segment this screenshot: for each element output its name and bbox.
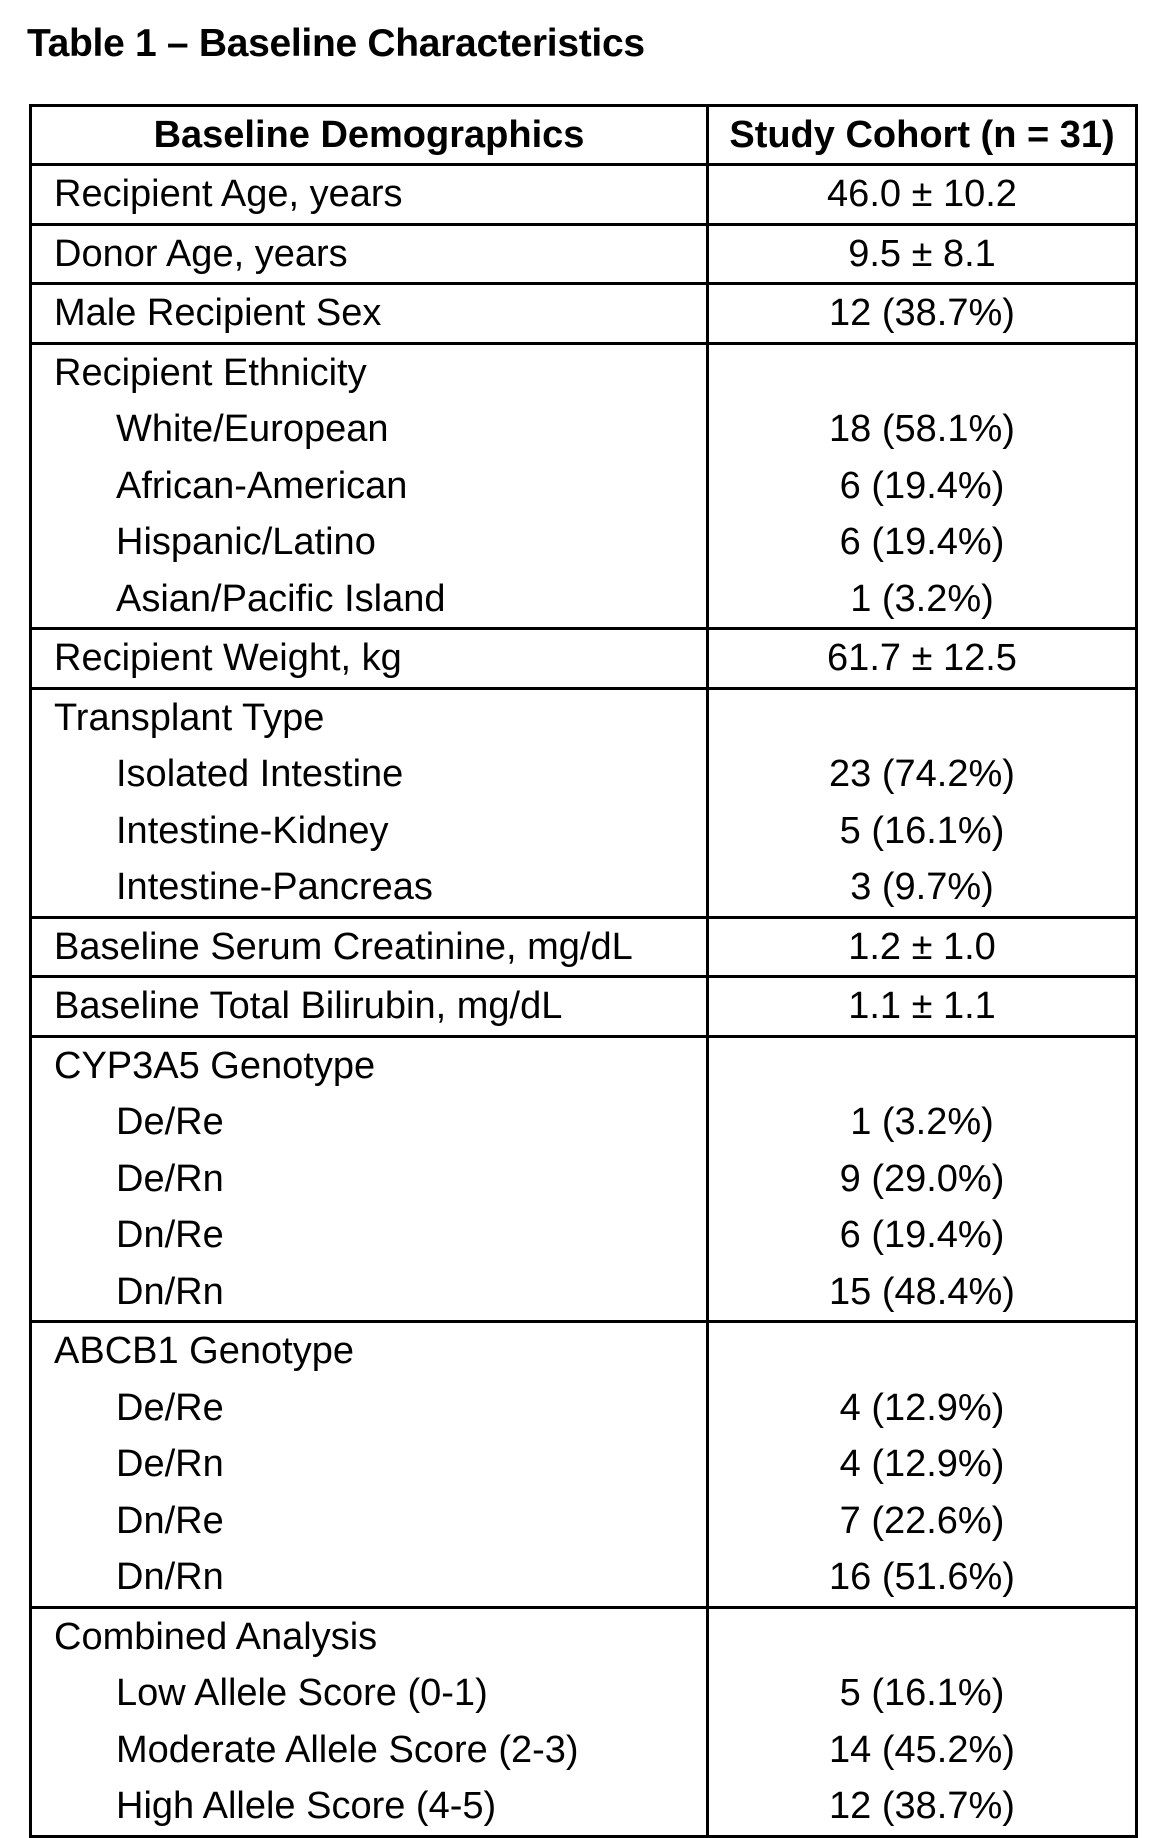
row-label: Combined Analysis	[31, 1607, 708, 1665]
table-group	[31, 1036, 1137, 1322]
table-row	[31, 284, 1137, 344]
table-subrow	[31, 458, 1137, 515]
subrow-label: Intestine-Pancreas	[31, 859, 708, 917]
row-value: 1.2 ± 1.0	[708, 917, 1137, 977]
table-subrow	[31, 1778, 1137, 1836]
subrow-label: De/Rn	[31, 1151, 708, 1208]
subrow-label: Dn/Re	[31, 1207, 708, 1264]
table-subrow	[31, 1722, 1137, 1779]
table-header	[31, 106, 1137, 165]
row-label: Male Recipient Sex	[31, 284, 708, 344]
table-row	[31, 629, 1137, 689]
table-group	[31, 224, 1137, 284]
table-group	[31, 165, 1137, 225]
row-value	[708, 1607, 1137, 1665]
table-group	[31, 1322, 1137, 1608]
subrow-value: 18 (58.1%)	[708, 401, 1137, 458]
row-label: Baseline Total Bilirubin, mg/dL	[31, 977, 708, 1037]
subrow-value: 14 (45.2%)	[708, 1722, 1137, 1779]
subrow-label: Intestine-Kidney	[31, 803, 708, 860]
row-value	[708, 1036, 1137, 1094]
subrow-label: Dn/Rn	[31, 1549, 708, 1607]
row-value	[708, 688, 1137, 746]
table-subrow	[31, 1207, 1137, 1264]
subrow-label: Dn/Re	[31, 1493, 708, 1550]
subrow-value: 7 (22.6%)	[708, 1493, 1137, 1550]
table-row	[31, 343, 1137, 401]
subrow-value: 16 (51.6%)	[708, 1549, 1137, 1607]
table-group	[31, 284, 1137, 344]
table-row	[31, 1036, 1137, 1094]
subrow-value: 4 (12.9%)	[708, 1436, 1137, 1493]
row-label: Recipient Weight, kg	[31, 629, 708, 689]
table-subrow	[31, 514, 1137, 571]
table-caption: Table 1 – Baseline Characteristics	[27, 22, 645, 65]
subrow-label: Hispanic/Latino	[31, 514, 708, 571]
table-row	[31, 688, 1137, 746]
subrow-value: 5 (16.1%)	[708, 803, 1137, 860]
table-subrow	[31, 1094, 1137, 1151]
row-value: 12 (38.7%)	[708, 284, 1137, 344]
table-subrow	[31, 1436, 1137, 1493]
subrow-label: Isolated Intestine	[31, 746, 708, 803]
subrow-label: Dn/Rn	[31, 1264, 708, 1322]
subrow-label: Low Allele Score (0-1)	[31, 1665, 708, 1722]
subrow-label: White/European	[31, 401, 708, 458]
table-subrow	[31, 859, 1137, 917]
table-subrow	[31, 1493, 1137, 1550]
row-value	[708, 1322, 1137, 1380]
subrow-label: Moderate Allele Score (2-3)	[31, 1722, 708, 1779]
row-label: ABCB1 Genotype	[31, 1322, 708, 1380]
subrow-label: De/Rn	[31, 1436, 708, 1493]
subrow-value: 1 (3.2%)	[708, 571, 1137, 629]
row-label: Transplant Type	[31, 688, 708, 746]
header-row	[31, 106, 1137, 165]
row-label: Recipient Age, years	[31, 165, 708, 225]
subrow-label: Asian/Pacific Island	[31, 571, 708, 629]
table-subrow	[31, 1549, 1137, 1607]
subrow-value: 6 (19.4%)	[708, 514, 1137, 571]
table-group	[31, 977, 1137, 1037]
baseline-characteristics-table	[29, 104, 1138, 1838]
subrow-value: 12 (38.7%)	[708, 1778, 1137, 1836]
subrow-label: High Allele Score (4-5)	[31, 1778, 708, 1836]
row-label: Baseline Serum Creatinine, mg/dL	[31, 917, 708, 977]
table-group	[31, 917, 1137, 977]
table-subrow	[31, 803, 1137, 860]
row-label: Recipient Ethnicity	[31, 343, 708, 401]
table-row	[31, 224, 1137, 284]
table-subrow	[31, 571, 1137, 629]
subrow-value: 3 (9.7%)	[708, 859, 1137, 917]
table-row	[31, 1607, 1137, 1665]
subrow-value: 9 (29.0%)	[708, 1151, 1137, 1208]
subrow-value: 23 (74.2%)	[708, 746, 1137, 803]
subrow-value: 6 (19.4%)	[708, 458, 1137, 515]
subrow-value: 4 (12.9%)	[708, 1380, 1137, 1437]
row-label: CYP3A5 Genotype	[31, 1036, 708, 1094]
subrow-value: 6 (19.4%)	[708, 1207, 1137, 1264]
table-group	[31, 1607, 1137, 1836]
table-subrow	[31, 1380, 1137, 1437]
table-group	[31, 688, 1137, 917]
table-row	[31, 977, 1137, 1037]
subrow-value: 15 (48.4%)	[708, 1264, 1137, 1322]
table-group	[31, 629, 1137, 689]
row-value: 46.0 ± 10.2	[708, 165, 1137, 225]
subrow-label: De/Re	[31, 1380, 708, 1437]
table-subrow	[31, 401, 1137, 458]
table-subrow	[31, 1151, 1137, 1208]
row-value: 1.1 ± 1.1	[708, 977, 1137, 1037]
table-subrow	[31, 746, 1137, 803]
subrow-value: 1 (3.2%)	[708, 1094, 1137, 1151]
table-row	[31, 165, 1137, 225]
subrow-value: 5 (16.1%)	[708, 1665, 1137, 1722]
table-subrow	[31, 1264, 1137, 1322]
table-group	[31, 343, 1137, 629]
table-row	[31, 917, 1137, 977]
header-baseline-demographics: Baseline Demographics	[31, 106, 708, 165]
header-study-cohort: Study Cohort (n = 31)	[708, 106, 1137, 165]
row-value: 9.5 ± 8.1	[708, 224, 1137, 284]
table-subrow	[31, 1665, 1137, 1722]
subrow-label: De/Re	[31, 1094, 708, 1151]
subrow-label: African-American	[31, 458, 708, 515]
row-value	[708, 343, 1137, 401]
row-label: Donor Age, years	[31, 224, 708, 284]
row-value: 61.7 ± 12.5	[708, 629, 1137, 689]
table-row	[31, 1322, 1137, 1380]
